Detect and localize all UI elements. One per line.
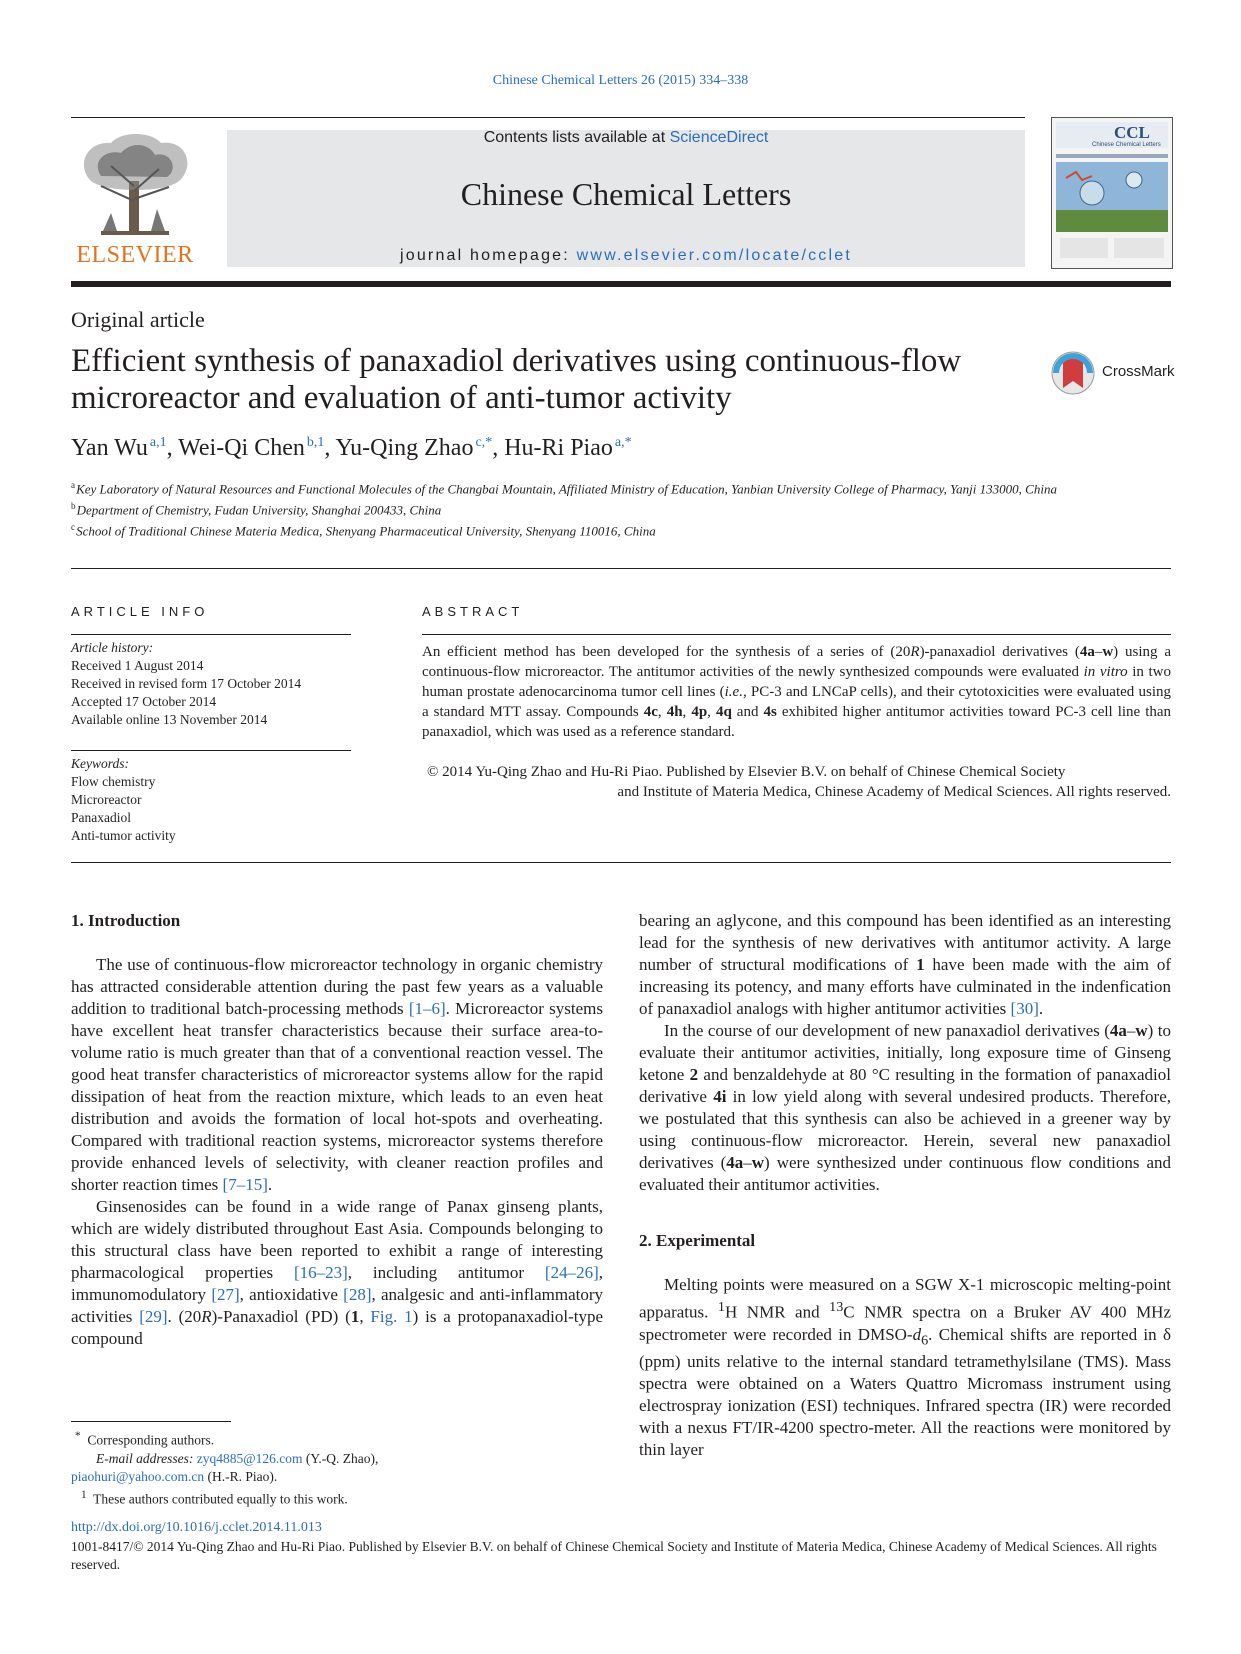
affiliation-text: Key Laboratory of Natural Resources and Functional Molecules of the Changbai Mountain, Affiliated Ministry of Education, Yanbian University College of Pharmacy, Yanji 133000, China (76, 481, 1057, 497)
contents-line (227, 129, 1025, 147)
body-right-column (639, 910, 1171, 1461)
cover-art-icon (1052, 118, 1172, 268)
author-affiliation-mark[interactable]: a,1 (149, 435, 167, 450)
experimental-heading: 2. Experimental (639, 1231, 756, 1250)
intro-paragraph-4: In the course of our development of new panaxadiol derivatives (4a–w) to evaluate their antitumor activities, initially, long exposure time of Ginseng ketone 2 and benzaldehyde at 80 °C resulting in the formation of panaxadiol derivative 4i in low yield along with several undesired products. Therefore, we postulated that this synthesis can also be achieved in a greener way by using continuous-flow microreactor. Herein, several new panaxadiol derivatives (4a–w) were synthesized under continuous flow conditions and evaluated their antitumor activities. (639, 1021, 1171, 1194)
article-info-heading: ARTICLE INFO (71, 604, 209, 619)
experimental-paragraph-1: Melting points were measured on a SGW X-1 microscopic melting-point apparatus. $^1$H NMR and $^{13}$C NMR spectra on a Bruker AV 400 MHz spectrometer were recorded in DMSO-$d_6$. Chemical shifts are reported in δ (ppm) units relative to the internal standard tetramethylsilane (TMS). Mass spectra were obtained on a Waters Quattro Micromass instrument using electrospray ionization (ESI) techniques. Infrared spectra (IR) were recorded with a nexus FT/IR-4200 spectro-meter. All the reactions were monitored by thin layer (639, 1275, 1172, 1460)
crossmark-button[interactable] (1050, 350, 1175, 396)
body-left-column (71, 910, 603, 1350)
elsevier-logo[interactable] (71, 131, 199, 271)
email-note: E-mail addresses: zyq4885@126.com (Y.-Q. Zhao), (96, 1450, 379, 1466)
abstract-end-rule (71, 862, 1171, 863)
footnote-rule (71, 1421, 231, 1422)
affiliation-mark: b (71, 500, 76, 511)
homepage-link[interactable]: www.elsevier.com/locate/cclet (576, 247, 853, 264)
journal-cover-image[interactable] (1051, 117, 1173, 269)
header-rule (71, 117, 1025, 118)
article-info-rule (71, 634, 351, 635)
affiliation-item (71, 519, 1071, 540)
keywords (71, 755, 351, 845)
author-name[interactable]: Wei-Qi Chen (178, 435, 305, 461)
citation-link[interactable]: [27] (211, 1285, 240, 1304)
history-item: Accepted 17 October 2014 (71, 694, 217, 709)
citation-link[interactable]: [29] (139, 1307, 168, 1326)
citation-link[interactable]: [1–6] (408, 999, 446, 1018)
crossmark-label: CrossMark (1102, 363, 1175, 380)
author-affiliation-mark[interactable]: a,* (614, 435, 632, 450)
keyword-item[interactable]: Flow chemistry (71, 774, 156, 789)
affiliation-text: Department of Chemistry, Fudan University, Shanghai 200433, China (76, 502, 442, 518)
journal-homepage (227, 247, 1025, 265)
article-title: Efficient synthesis of panaxadiol derivatives using continuous-flow microreactor and evaluation of anti-tumor activity (71, 343, 962, 416)
author-name[interactable]: Hu-Ri Piao (504, 435, 613, 461)
email-note-cont: piaohuri@yahoo.com.cn (H.-R. Piao). (71, 1468, 278, 1484)
section-rule (71, 568, 1171, 569)
citation-link[interactable]: [7–15] (222, 1175, 268, 1194)
abstract-rule (422, 634, 1171, 635)
affiliation-item (71, 477, 1071, 498)
abstract-heading: ABSTRACT (422, 604, 524, 619)
intro-paragraph-3: bearing an aglycone, and this compound has been identified as an interesting lead for the synthesis of new derivatives with antitumor activity. A large number of structural modifications of 1 have been made with the aim of increasing its potency, and many efforts have culminated in the indenfication of panaxadiol analogs with higher antitumor activities [30]. (639, 911, 1172, 1018)
elsevier-wordmark: ELSEVIER (76, 242, 194, 268)
intro-paragraph-1: The use of continuous-flow microreactor technology in organic chemistry has attracted considerable attention during the past few years as a valuable addition to traditional batch-processing methods [1–6]. Microreactor systems have excellent heat transfer characteristics because their surface area-to-volume ratio is much greater than that of a conventional reaction vessel. The good heat transfer characteristics of microreactor systems allow for the rapid dissipation of heat from the reaction mixture, which leads to an even heat distribution and avoids the formation of local hot-spots and overheating. Compared with traditional reaction systems, microreactor systems therefore provide enhanced levels of selectivity, with cleaner reaction profiles and shorter reaction times [7–15]. (71, 955, 603, 1194)
figure-link[interactable]: Fig. 1 (370, 1307, 413, 1326)
contents-prefix: Contents lists available at (483, 129, 670, 146)
keyword-item[interactable]: Anti-tumor activity (71, 828, 176, 843)
keywords-rule (71, 750, 351, 751)
masthead-rule (71, 281, 1171, 287)
sciencedirect-link[interactable]: ScienceDirect (669, 129, 769, 146)
equal-contribution-note: $^1$ These authors contributed equally to this work. (81, 1488, 348, 1506)
intro-paragraph-2: Ginsenosides can be found in a wide range of Panax ginseng plants, which are widely distributed throughout East Asia. Compounds belonging to this structural class have been reported to exhibit a range of interesting pharmacological properties [16–23], including antitumor [24–26], immunomodulatory [27], antioxidative [28], analgesic and anti-inflammatory activities [29]. (20R)-Panaxadiol (PD) (1, Fig. 1) is a protopanaxadiol-type compound (71, 1197, 604, 1348)
history-item: Received in revised form 17 October 2014 (71, 676, 302, 691)
history-item: Received 1 August 2014 (71, 658, 204, 673)
keyword-item[interactable]: Microreactor (71, 792, 142, 807)
footnotes (71, 1427, 603, 1508)
affiliation-text: School of Traditional Chinese Materia Medica, Shenyang Pharmaceutical University, Shenyang 110016, China (76, 522, 656, 538)
affiliation-mark: c (71, 521, 75, 532)
article-type: Original article (71, 307, 205, 332)
history-item: Available online 13 November 2014 (71, 712, 268, 727)
affiliations (71, 477, 1071, 539)
author-affiliation-mark[interactable]: b,1 (306, 435, 325, 450)
author-affiliation-mark[interactable]: c,* (475, 435, 493, 450)
abstract-text: An efficient method has been developed for the synthesis of a series of (20R)-panaxadiol derivatives (4a–w) using a continuous-flow microreactor. The antitumor activities of the newly synthesized compounds were evaluated in vitro in two human prostate adenocarcinoma tumor cell lines (i.e., PC-3 and LNCaP cells), and their cytotoxicities were evaluated using a standard MTT assay. Compounds 4c, 4h, 4p, 4q and 4s exhibited higher antitumor activities toward PC-3 cell line than panaxadiol, which was used as a reference standard. (422, 644, 1172, 740)
affiliation-item (71, 498, 1071, 519)
issn-copyright: 1001-8417/© 2014 Yu-Qing Zhao and Hu-Ri Piao. Published by Elsevier B.V. on behalf of Chinese Chemical Society and Institute of Materia Medica, Chinese Academy of Medical Sciences. All rights reserved. (71, 1539, 1157, 1572)
email-link[interactable]: piaohuri@yahoo.com.cn (71, 1468, 205, 1484)
cover-abbrev: CCL (1114, 123, 1150, 142)
doi-link[interactable]: http://dx.doi.org/10.1016/j.cclet.2014.11.013 (71, 1520, 322, 1535)
homepage-prefix: journal homepage: (399, 247, 577, 264)
email-link[interactable]: zyq4885@126.com (196, 1450, 303, 1466)
crossmark-icon (1050, 350, 1096, 396)
abstract-copyright-1: © 2014 Yu-Qing Zhao and Hu-Ri Piao. Published by Elsevier B.V. on behalf of Chinese Chemical Society (427, 764, 1066, 780)
article-history (71, 639, 351, 729)
keywords-label: Keywords: (71, 756, 129, 771)
citation-link[interactable]: [30] (1010, 999, 1039, 1018)
author-name[interactable]: Yan Wu (71, 435, 148, 461)
running-head[interactable]: Chinese Chemical Letters 26 (2015) 334–338 (492, 73, 749, 88)
keyword-item[interactable]: Panaxadiol (71, 810, 131, 825)
journal-title: Chinese Chemical Letters (460, 176, 792, 212)
elsevier-tree-icon (71, 131, 199, 241)
author-name[interactable]: Yu-Qing Zhao (335, 435, 474, 461)
citation-link[interactable]: [24–26] (544, 1263, 599, 1282)
intro-heading: 1. Introduction (71, 911, 181, 930)
history-label: Article history: (71, 640, 154, 655)
citation-link[interactable]: [28] (343, 1285, 372, 1304)
abstract-copyright-2: and Institute of Materia Medica, Chinese Academy of Medical Sciences. All rights reserved. (617, 784, 1171, 800)
corresponding-note: * Corresponding authors. (75, 1430, 215, 1448)
author-list: Yan Wu $^{a,1}$, Wei-Qi Chen $^{b,1}$, Yu-Qing Zhao $^{c,*}$, Hu-Ri Piao $^{a,*}$ (71, 435, 632, 461)
cover-title: Chinese Chemical Letters (1092, 142, 1161, 148)
citation-link[interactable]: [16–23] (293, 1263, 348, 1282)
affiliation-mark: a (71, 480, 75, 490)
